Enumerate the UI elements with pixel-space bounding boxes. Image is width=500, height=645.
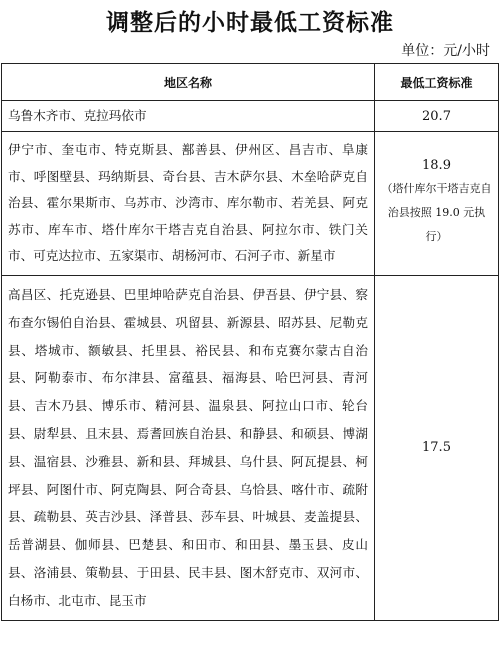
standard-cell bbox=[375, 132, 499, 276]
unit-label: 单位：元/小时 bbox=[401, 43, 490, 59]
standard-value: 20.7 bbox=[422, 108, 451, 124]
standard-cell bbox=[375, 101, 499, 132]
page-title: 调整后的小时最低工资标准 bbox=[106, 10, 394, 36]
table-row bbox=[2, 132, 499, 276]
wage-table bbox=[1, 63, 499, 621]
standard-value: 17.5 bbox=[422, 440, 451, 456]
table-row bbox=[2, 275, 499, 620]
table-header-row bbox=[2, 64, 499, 101]
standard-cell bbox=[375, 275, 499, 620]
region-cell: 伊宁市、奎屯市、特克斯县、鄯善县、伊州区、昌吉市、阜康市、呼图壁县、玛纳斯县、奇台县、吉木萨尔县、木垒哈萨克自治县、霍尔果斯市、乌苏市、沙湾市、库尔勒市、若羌县、阿克苏市、库车市、塔什库尔干塔吉克自治县、阿拉尔市、铁门关市、可克达拉市、五家渠市、胡杨河市、石河子市、新星市 bbox=[2, 132, 375, 276]
region-cell: 乌鲁木齐市、克拉玛依市 bbox=[2, 101, 375, 132]
standard-note: （塔什库尔干塔吉克自治县按照 19.0 元执行） bbox=[381, 181, 492, 243]
region-cell: 高昌区、托克逊县、巴里坤哈萨克自治县、伊吾县、伊宁县、察布查尔锡伯自治县、霍城县、巩留县、新源县、昭苏县、尼勒克县、塔城市、额敏县、托里县、裕民县、和布克赛尔蒙古自治县、阿勒泰市、布尔津县、富蕴县、福海县、哈巴河县、青河县、吉木乃县、博乐市、精河县、温泉县、阿拉山口市、轮台县、尉犁县、且末县、焉耆回族自治县、和静县、和硕县、博湖县、温宿县、沙雅县、新和县、拜城县、乌什县、阿瓦提县、柯坪县、阿图什市、阿克陶县、阿合奇县、乌恰县、喀什市、疏附县、疏勒县、英吉沙县、泽普县、莎车县、叶城县、麦盖提县、岳普湖县、伽师县、巴楚县、和田市、和田县、墨玉县、皮山县、洛浦县、策勒县、于田县、民丰县、图木舒克市、双河市、白杨市、北屯市、昆玉市 bbox=[2, 275, 375, 620]
table-row bbox=[2, 101, 499, 132]
header-standard: 最低工资标准 bbox=[375, 64, 499, 101]
header-region: 地区名称 bbox=[2, 64, 375, 101]
standard-value: 18.9 bbox=[422, 157, 451, 173]
